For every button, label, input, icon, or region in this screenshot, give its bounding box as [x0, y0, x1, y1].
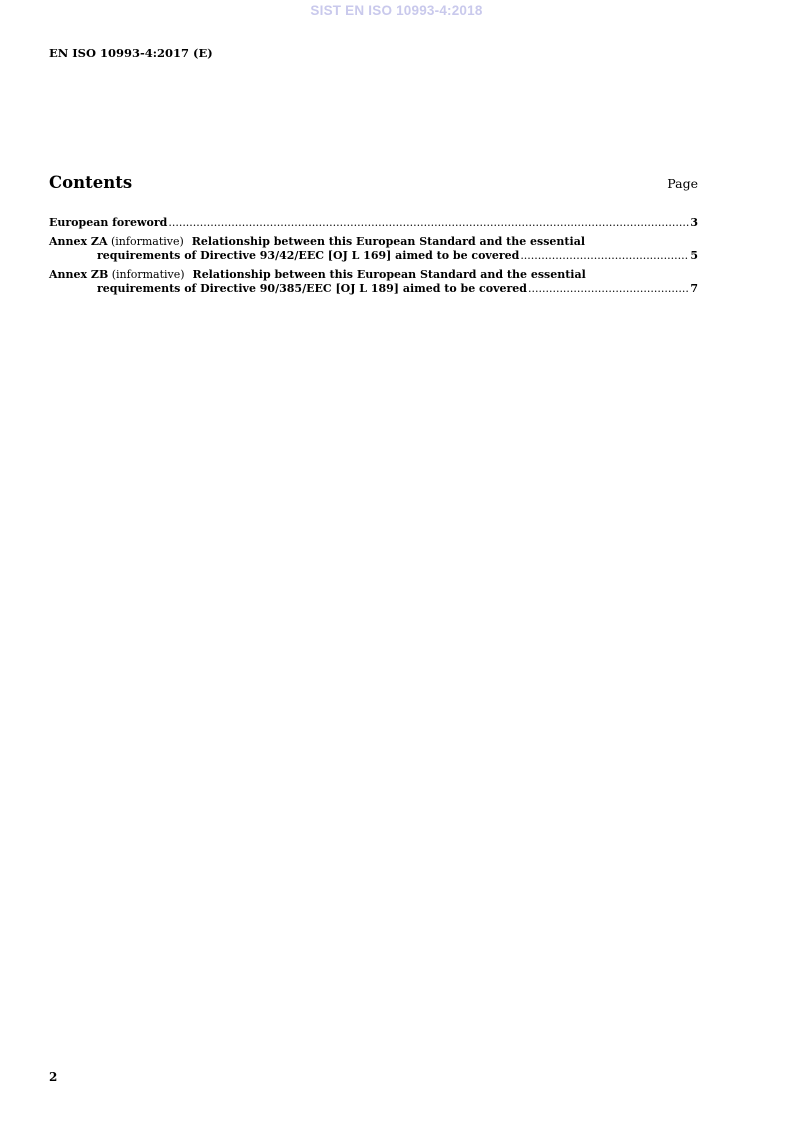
contents-title: Contents — [49, 173, 133, 192]
annex-type: (informative) — [110, 235, 184, 248]
toc-entry-page: 3 — [690, 216, 698, 229]
page-column-label: Page — [667, 176, 698, 191]
toc-entry-page: 7 — [690, 282, 698, 295]
dot-leader — [528, 282, 689, 296]
toc-entry-annex-zb[interactable] — [49, 268, 698, 296]
watermark: SIST EN ISO 10993-4:2018 — [310, 3, 483, 18]
toc-entry-annex-za[interactable] — [49, 235, 698, 263]
document-id-header: EN ISO 10993-4:2017 (E) — [49, 46, 213, 60]
toc-entry-page: 5 — [690, 249, 698, 262]
annex-title-line1[interactable]: Relationship between this European Standard and the essential — [191, 235, 585, 248]
toc-entry-european-foreword[interactable] — [49, 216, 698, 230]
annex-type: (informative) — [111, 268, 185, 281]
dot-leader — [520, 249, 689, 263]
annex-label[interactable]: Annex ZB — [49, 268, 109, 281]
annex-title-line1[interactable]: Relationship between this European Standard and the essential — [192, 268, 586, 281]
page-number: 2 — [49, 1070, 58, 1084]
annex-label[interactable]: Annex ZA — [49, 235, 108, 248]
annex-title-line2[interactable]: requirements of Directive 90/385/EEC [OJ L 189] aimed to be covered — [97, 282, 527, 295]
annex-title-line2[interactable]: requirements of Directive 93/42/EEC [OJ L 169] aimed to be covered — [97, 249, 520, 262]
table-of-contents — [49, 216, 698, 301]
toc-entry-title[interactable]: European foreword — [49, 216, 168, 229]
dot-leader — [168, 216, 689, 230]
